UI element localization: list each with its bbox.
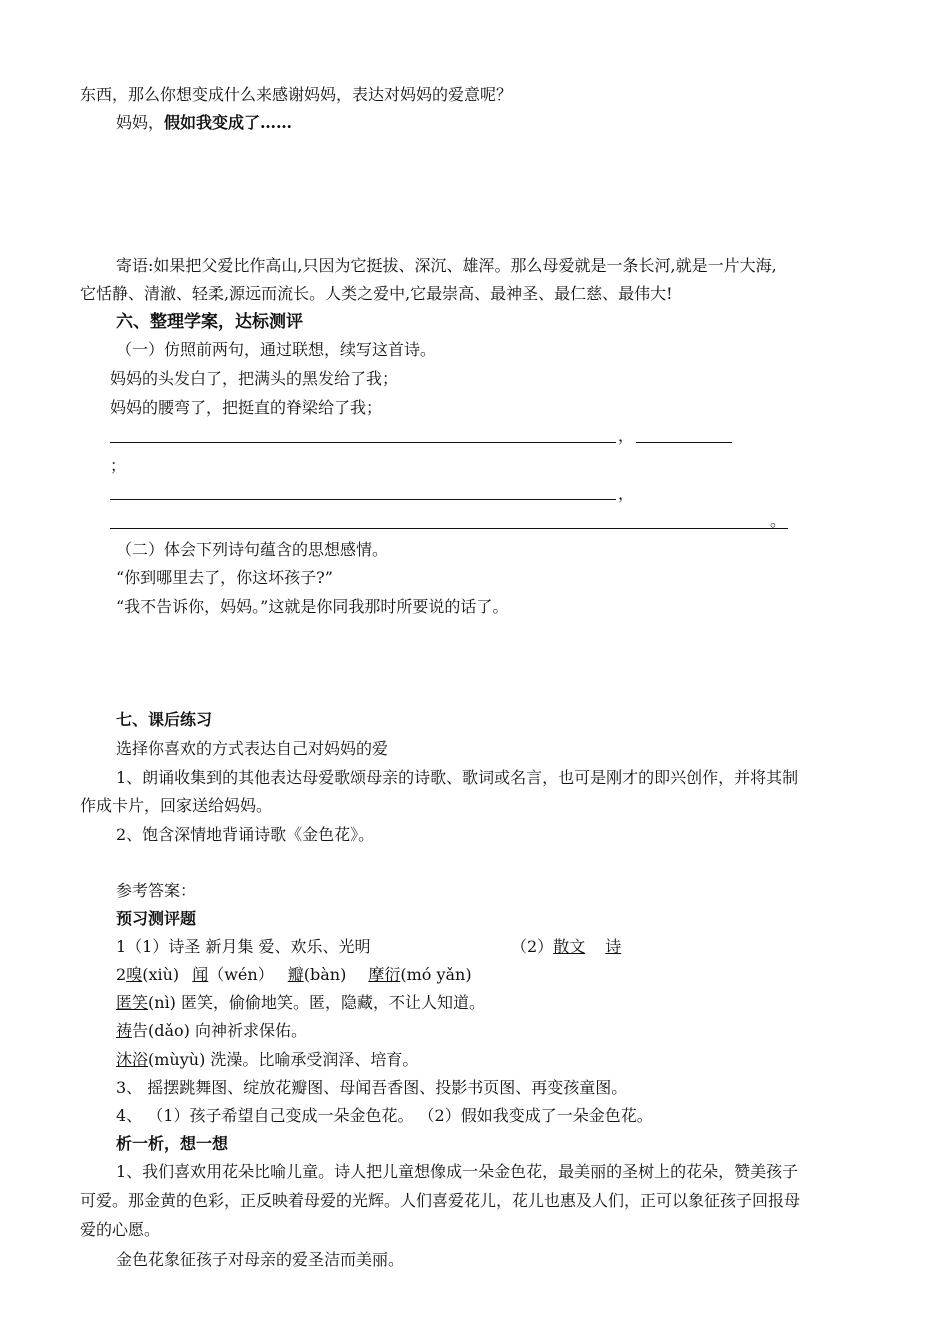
message-line-1: 寄语:如果把父爱比作高山,只因为它挺拔、深沉、雄浑。那么母爱就是一条长河,就是一片大海, [116, 256, 777, 275]
analysis-title: 析一析，想一想 [116, 1134, 229, 1153]
fill-blank-4-period: 。 [770, 511, 787, 530]
answer-q2-word-1: 嗅 [126, 965, 143, 984]
answer-q1-poem: 诗 [605, 937, 622, 956]
section-7-item-1-line-1: 1、朗诵收集到的其他表达母爱歌颂母亲的诗歌、歌词或名言，也可是刚才的即兴创作，并将其制 [116, 768, 799, 787]
intro-line-2 [116, 113, 292, 133]
fill-blank-3-comma: ， [618, 484, 635, 503]
section-6-title: 六、整理学案，达标测评 [116, 312, 303, 332]
message-line-2: 它恬静、清澈、轻柔,源远而流长。人类之爱中,它最崇高、最神圣、最仁慈、最伟大! [80, 284, 673, 303]
fill-blank-4[interactable] [110, 528, 788, 529]
analysis-1-line-3: 爱的心愿。 [80, 1220, 161, 1239]
vocab-line-1 [116, 993, 485, 1013]
answer-q2-pinyin-4: (mó yǎn) [400, 965, 472, 984]
fill-blank-1-comma: ， [618, 426, 635, 445]
vocab-def-3: (mùyù) 洗澡。比喻承受润泽、培育。 [148, 1050, 419, 1069]
poem-line-2: 妈妈的腰弯了，把挺直的脊梁给了我； [110, 398, 383, 417]
vocab-line-3 [116, 1050, 418, 1070]
fill-blank-2-semicolon: ； [110, 456, 127, 475]
section-7-item-1-line-2: 作成卡片，回家送给妈妈。 [80, 796, 273, 815]
answer-q1-part-1: 1（1）诗圣 新月集 爱、欢乐、光明 [116, 937, 371, 956]
vocab-word-2: 祷 [116, 1021, 133, 1040]
vocab-def-1: (nì) 匿笑，偷偷地笑。匿，隐藏，不让人知道。 [148, 993, 486, 1012]
answer-q4: 4、 （1）孩子希望自己变成一朵金色花。 （2）假如我变成了一朵金色花。 [116, 1106, 653, 1125]
answer-q1-part-2 [511, 937, 621, 957]
analysis-1-line-1: 1、我们喜欢用花朵比喻儿童。诗人把儿童想像成一朵金色花，最美丽的圣树上的花朵，赞美孩子 [116, 1162, 799, 1181]
section-7-intro: 选择你喜欢的方式表达自己对妈妈的爱 [116, 739, 389, 758]
poem-line-1: 妈妈的头发白了，把满头的黑发给了我； [110, 369, 399, 388]
fill-blank-2[interactable] [636, 442, 732, 443]
answer-q2-number: 2 [116, 965, 127, 984]
analysis-1-line-2: 可爱。那金黄的色彩，正反映着母爱的光辉。人们喜爱花儿，花儿也惠及人们，正可以象征孩子回报母 [80, 1191, 801, 1210]
answer-q2 [116, 965, 472, 985]
fill-blank-1[interactable] [110, 442, 616, 443]
intro-line-1: 东西，那么你想变成什么来感谢妈妈，表达对妈妈的爱意呢？ [80, 85, 513, 104]
poem-quote-1: “你到哪里去了，你这坏孩子?” [116, 568, 333, 587]
section-6-part-2-title: （二）体会下列诗句蕴含的思想感情。 [116, 540, 389, 559]
section-6-part-1-title: （一）仿照前两句，通过联想，续写这首诗。 [116, 340, 437, 359]
analysis-1-line-4: 金色花象征孩子对母亲的爱圣洁而美丽。 [116, 1250, 405, 1269]
answer-q2-word-2: 闻 [192, 965, 209, 984]
answer-q1-part-2-prefix: （2） [511, 937, 554, 956]
vocab-def-2: 告(dǎo) 向神祈求保佑。 [132, 1021, 308, 1040]
intro-line-2-prefix: 妈妈， [116, 113, 165, 132]
answer-q2-pinyin-1: (xiù) [142, 965, 185, 984]
intro-line-2-bold: 假如我变成了…… [164, 113, 293, 132]
vocab-word-1: 匿笑 [116, 993, 149, 1012]
answer-q2-pinyin-3: (bàn) [303, 965, 347, 984]
answer-q2-word-3: 瓣 [287, 965, 304, 984]
answers-title: 参考答案： [116, 881, 197, 900]
answer-q2-word-4: 摩衍 [368, 965, 401, 984]
answer-q3: 3、 摇摆跳舞图、绽放花瓣图、母闻吾香图、投影书页图、再变孩童图。 [116, 1078, 628, 1097]
section-7-item-2: 2、饱含深情地背诵诗歌《金色花》。 [116, 825, 375, 844]
poem-quote-2: “我不告诉你，妈妈。”这就是你同我那时所要说的话了。 [116, 597, 509, 616]
fill-blank-3[interactable] [110, 499, 616, 500]
vocab-line-2 [116, 1021, 307, 1041]
preview-test-title: 预习测评题 [116, 909, 197, 928]
section-7-title: 七、课后练习 [116, 710, 213, 729]
vocab-word-3: 沐浴 [116, 1050, 149, 1069]
answer-q1-prose: 散文 [553, 937, 586, 956]
answer-q2-pinyin-2: （wén） [208, 965, 274, 984]
